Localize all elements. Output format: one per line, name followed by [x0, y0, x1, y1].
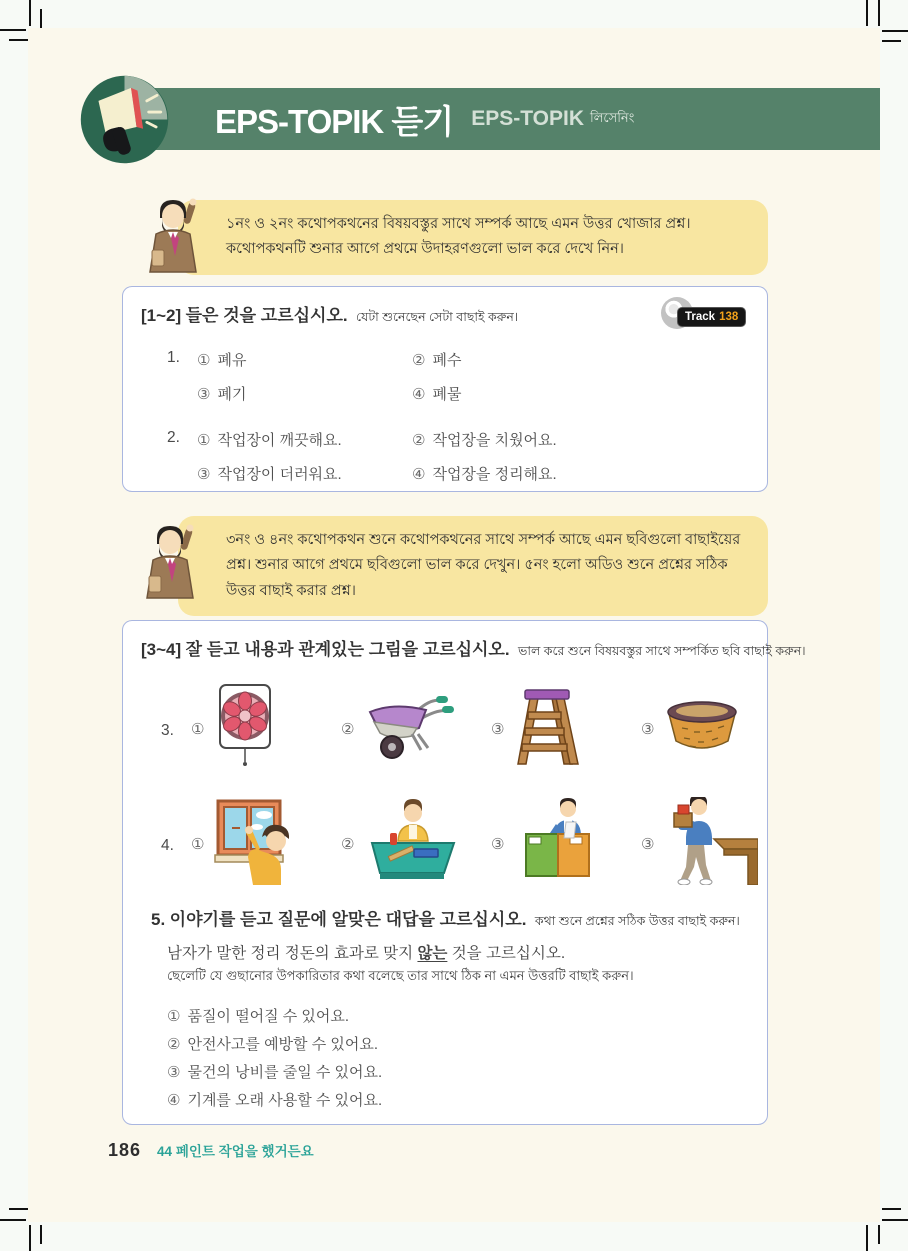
question-2 — [167, 429, 557, 484]
section1-range: [1~2] — [141, 306, 182, 325]
section1-title-bn: যেটা শুনেছেন সেটা বাছাই করুন। — [356, 310, 519, 324]
teacher-character-icon — [143, 520, 205, 604]
picture-option: ① — [191, 797, 341, 890]
section2-title-bn: ভাল করে শুনে বিষয়বস্তুর সাথে সম্পর্কিত ছবি বাছাই করুন। — [518, 644, 806, 658]
page-number: 186 — [108, 1140, 142, 1160]
section2-heading — [141, 635, 806, 663]
picture-option: ③ — [491, 684, 641, 773]
picture-option: ② — [341, 799, 491, 888]
step-ladder-image — [512, 684, 582, 773]
picture-option: ③ — [491, 798, 641, 889]
megaphone-icon — [78, 73, 171, 166]
tip-box-1 — [178, 200, 768, 275]
ventilation-fan-image — [212, 683, 278, 774]
section1-title-ko: 들은 것을 고르십시오. — [185, 306, 348, 325]
answer-option: ③ 작업장이 더러워요. — [197, 466, 342, 483]
person-closing-window-image — [212, 797, 312, 890]
question-1 — [167, 349, 461, 404]
answer-option: ① 품질이 떨어질 수 있어요. — [167, 1008, 350, 1025]
question-number: 5. — [151, 910, 166, 929]
question-4 — [161, 797, 791, 890]
underlined-word: 않는 — [417, 945, 448, 962]
question-3 — [161, 683, 791, 774]
chapter-title: 44 페인트 작업을 했거든요 — [157, 1144, 314, 1159]
page-title-en: EPS-TOPIK — [471, 107, 584, 130]
section2-title-ko: 잘 듣고 내용과 관계있는 그림을 고르십시오. — [185, 640, 510, 659]
question-5-heading — [151, 905, 740, 933]
person-organizing-workbench-image — [362, 799, 462, 888]
textbook-page — [28, 28, 880, 1222]
answer-option: ② 폐수 — [412, 352, 462, 369]
question-number: 1. — [167, 349, 180, 366]
answer-option: ① 폐유 — [197, 352, 247, 369]
page-title: EPS-TOPIK 듣기 — [215, 102, 454, 140]
answer-option: ② 안전사고를 예방할 수 있어요. — [167, 1036, 379, 1053]
question-number: 2. — [167, 429, 180, 446]
picture-option: ③ — [641, 696, 791, 761]
tip-text: ৩নং ও ৪নং কথোপকথন শুনে কথোপকথনের সাথে সম্পর্ক আছে এমন ছবিগুলো বাছাইয়ের প্রশ্ন। শুনার আগে প্রথমে ছবিগুলো ভাল করে দেখুন। ৫নং হলো অডিও শুনে প্রশ্নের সঠিক উত্তর বাছাই করার প্রশ্ন। — [226, 532, 741, 599]
teacher-character-icon — [146, 194, 208, 278]
track-number: 138 — [719, 311, 739, 323]
basket-image — [662, 696, 742, 761]
page-title-bn: লিসেনিং — [590, 109, 635, 125]
answer-option: ③ 폐기 — [197, 386, 247, 403]
tip-text: ১নং ও ২নং কথোপকথনের বিষয়বস্তুর সাথে সম্পর্ক আছে এমন উত্তর খোজার প্রশ্ন। কথোপকথনটি শুনার আগে প্রথমে উদাহরণগুলো ভাল করে দেখে নিন। — [226, 216, 691, 258]
question-number: 3. — [161, 721, 174, 739]
answer-option: ③ 물건의 낭비를 줄일 수 있어요. — [167, 1064, 383, 1081]
track-label: Track — [685, 311, 716, 323]
question-box-3-5 — [122, 620, 806, 1125]
question-5-prompt-ko: 남자가 말한 정리 정돈의 효과로 맞지 않는 것을 고르십시오. — [167, 945, 566, 962]
question-5-title-ko: 이야기를 듣고 질문에 알맞은 대답을 고르십시오. — [169, 910, 527, 929]
picture-option: ① — [191, 683, 341, 774]
section-banner — [145, 88, 880, 150]
picture-option: ③ — [641, 797, 791, 890]
picture-option: ② — [341, 690, 491, 767]
question-5-prompt-bn: ছেলেটি যে গুছানোর উপকারিতার কথা বলেছে তার সাথে ঠিক না এমন উত্তরটি বাছাই করুন। — [167, 968, 634, 983]
answer-option: ④ 작업장을 정리해요. — [412, 466, 557, 483]
answer-option: ④ 폐물 — [412, 386, 462, 403]
page-footer — [108, 1140, 314, 1161]
section2-range: [3~4] — [141, 640, 182, 659]
audio-track-badge — [661, 297, 753, 331]
answer-option: ① 작업장이 깨끗해요. — [197, 432, 342, 449]
person-sorting-recycling-bins-image — [512, 798, 608, 889]
answer-option: ② 작업장을 치웠어요. — [412, 432, 557, 449]
person-carrying-box-image — [662, 797, 758, 890]
question-box-1-2 — [122, 286, 768, 492]
question-5-title-bn: কথা শুনে প্রশ্নের সঠিক উত্তর বাছাই করুন। — [534, 914, 740, 928]
section1-heading — [141, 301, 518, 329]
answer-option: ④ 기계를 오래 사용할 수 있어요. — [167, 1092, 383, 1109]
tip-box-2 — [178, 516, 768, 616]
wheelbarrow-image — [362, 690, 454, 767]
question-number: 4. — [161, 836, 174, 854]
